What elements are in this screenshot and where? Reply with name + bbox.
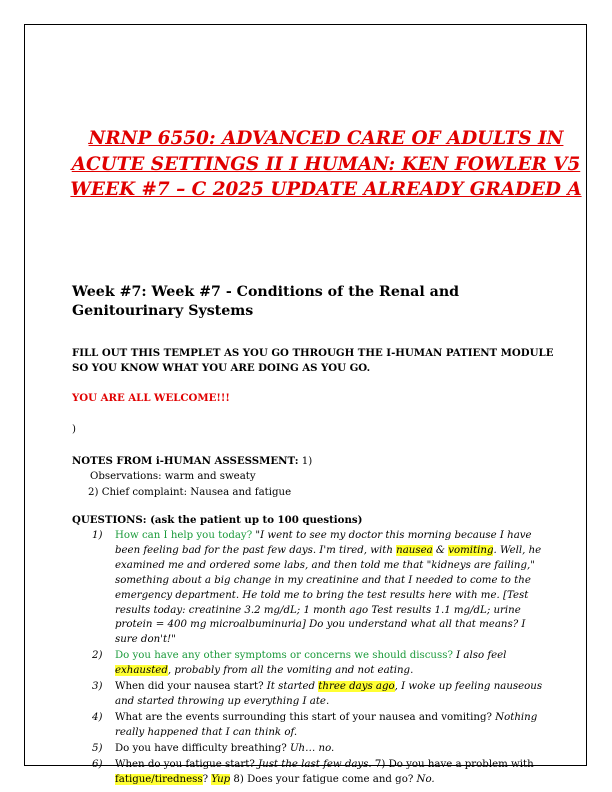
question-item-4	[92, 711, 544, 741]
notes-chief-complaint: 2) Chief complaint: Nausea and fatigue	[88, 486, 292, 498]
answer-text: Uh… no.	[286, 742, 335, 754]
question-7-mark: ?	[202, 773, 212, 785]
question-text: What are the events surrounding this start of your nausea and vomiting?	[115, 711, 492, 723]
highlight-three-days-ago: three days ago	[318, 681, 395, 693]
answer-text-cont: , I woke up feeling nauseous and started throwing up everything I ate.	[115, 681, 543, 707]
question-text: Do you have difficulty breathing?	[115, 742, 287, 754]
highlight-nausea: nausea	[396, 544, 433, 556]
answer-text: I also feel	[452, 650, 507, 662]
question-number: 1)	[92, 530, 103, 541]
question-8-text: 8) Does your fatigue come and go?	[230, 773, 414, 785]
question-item-6	[92, 758, 544, 788]
notes-line-1	[72, 454, 562, 469]
question-text: When do you fatigue start?	[115, 758, 255, 770]
notes-label: NOTES FROM i-HUMAN ASSESSMENT:	[72, 455, 299, 467]
question-item-3	[92, 680, 544, 710]
answer-text: It started	[263, 681, 319, 693]
question-number: 5)	[92, 742, 103, 754]
notes-observations: Observations: warm and sweaty	[90, 471, 256, 483]
question-text: Do you have any other symptoms or concerns we should discuss?	[115, 650, 453, 662]
week-heading: Week #7: Week #7 - Conditions of the Renal and Genitourinary Systems	[72, 284, 460, 319]
answer-text: "I went to see my doctor this morning because I have been feeling bad for the past few days. I'm tired, with	[115, 530, 532, 556]
question-number: 4)	[92, 711, 103, 723]
question-item-1	[92, 529, 544, 648]
question-7-text: 7) Do you have a problem with	[371, 758, 534, 770]
question-text: How can I help you today?	[115, 530, 253, 541]
highlight-exhausted: exhausted	[115, 665, 168, 677]
notes-section	[72, 454, 562, 500]
document-title: NRNP 6550: ADVANCED CARE OF ADULTS IN ACUTE SETTINGS II I HUMAN: KEN FOWLER V5 WEEK #7 – C 2025 UPDATE ALREADY GRADED A	[70, 128, 582, 200]
answer-text: Nothing really happened that I can think of.	[115, 711, 538, 738]
questions-heading: QUESTIONS: (ask the patient up to 100 questions)	[72, 514, 363, 526]
question-number: 2)	[92, 650, 103, 662]
questions-list	[92, 529, 544, 788]
question-number: 3)	[92, 681, 103, 693]
question-item-5	[92, 742, 544, 757]
answer-text: Just the last few days.	[254, 758, 372, 770]
highlight-fatigue: fatigue/tiredness	[115, 773, 203, 785]
question-text: When did your nausea start?	[115, 681, 264, 693]
answer-text-cont: , probably from all the vomiting and not eating.	[167, 665, 414, 677]
answer-amp: &	[432, 544, 449, 556]
question-number: 6)	[92, 758, 103, 770]
highlight-vomiting: vomiting	[448, 544, 494, 556]
welcome-text: YOU ARE ALL WELCOME!!!	[72, 392, 230, 404]
notes-first-num: 1)	[301, 456, 313, 467]
stray-parenthesis: )	[72, 424, 76, 435]
answer-8-text: No.	[413, 773, 435, 785]
question-item-2	[92, 649, 544, 679]
instructions: FILL OUT THIS TEMPLET AS YOU GO THROUGH THE I-HUMAN PATIENT MODULE SO YOU KNOW WHAT YOU ARE DOING AS YOU GO.	[72, 347, 554, 374]
highlight-yup: Yup	[211, 773, 231, 785]
answer-text-cont: . Well, he examined me and ordered some labs, and then told me that "kidneys are failing," something about a big change in my creatinine and that I needed to come to the emergency department. He told me to bring the test results here with me. [Test results today: creatinine 3.2 mg/dL; 1 month ago Test results 1.1 mg/dL; urine protein = 400 mg microalbuminuria] Do you understand what all that means? I sure don't!"	[115, 544, 542, 646]
